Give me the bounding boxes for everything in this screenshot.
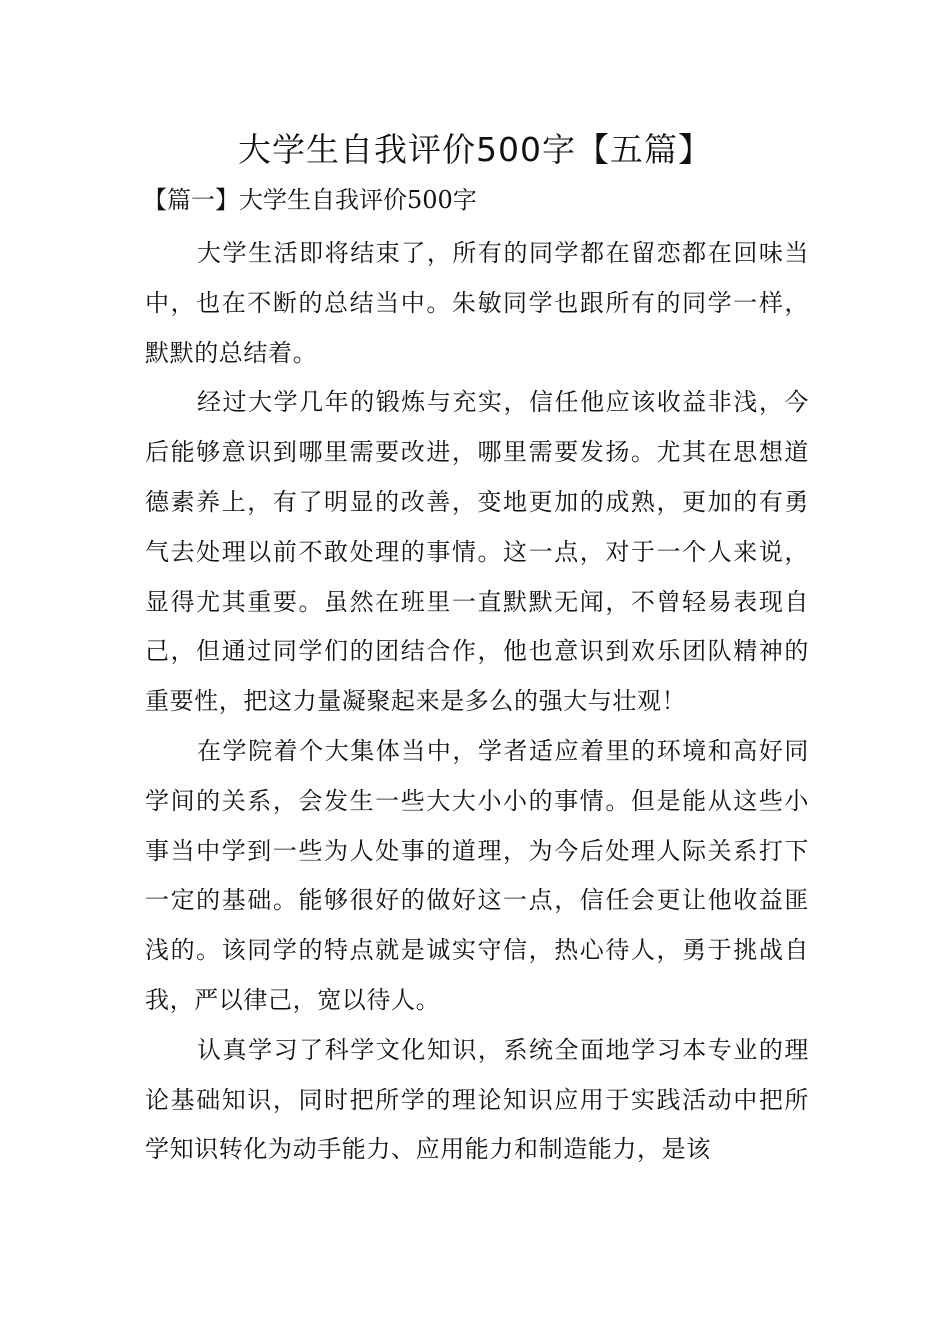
- section-heading: 【篇一】大学生自我评价500字: [143, 186, 477, 214]
- paragraph-3: 在学院着个大集体当中，学者适应着里的环境和高好同学间的关系，会发生一些大大小小的事情。但是能从这些小事当中学到一些为人处事的道理，为今后处理人际关系打下一定的基础。能够很好的做好这一点，信任会更让他收益匪浅的。该同学的特点就是诚实守信，热心待人，勇于挑战自我，严以律己，宽以待人。: [145, 736, 809, 1014]
- paragraph-4: 认真学习了科学文化知识，系统全面地学习本专业的理论基础知识，同时把所学的理论知识应用于实践活动中把所学知识转化为动手能力、应用能力和制造能力，是该: [145, 1035, 809, 1164]
- document-body: [145, 229, 809, 1175]
- paragraph-2: 经过大学几年的锻炼与充实，信任他应该收益非浅，今后能够意识到哪里需要改进，哪里需要发扬。尤其在思想道德素养上，有了明显的改善，变地更加的成熟，更加的有勇气去处理以前不敢处理的事情。这一点，对于一个人来说，显得尤其重要。虽然在班里一直默默无闻，不曾轻易表现自己，但通过同学们的团结合作，他也意识到欢乐团队精神的重要性，把这力量凝聚起来是多么的强大与壮观！: [145, 388, 809, 716]
- paragraph-1: 大学生活即将结束了，所有的同学都在留恋都在回味当中，也在不断的总结当中。朱敏同学也跟所有的同学一样，默默的总结着。: [145, 239, 809, 367]
- document-title: 大学生自我评价500字【五篇】: [238, 130, 712, 169]
